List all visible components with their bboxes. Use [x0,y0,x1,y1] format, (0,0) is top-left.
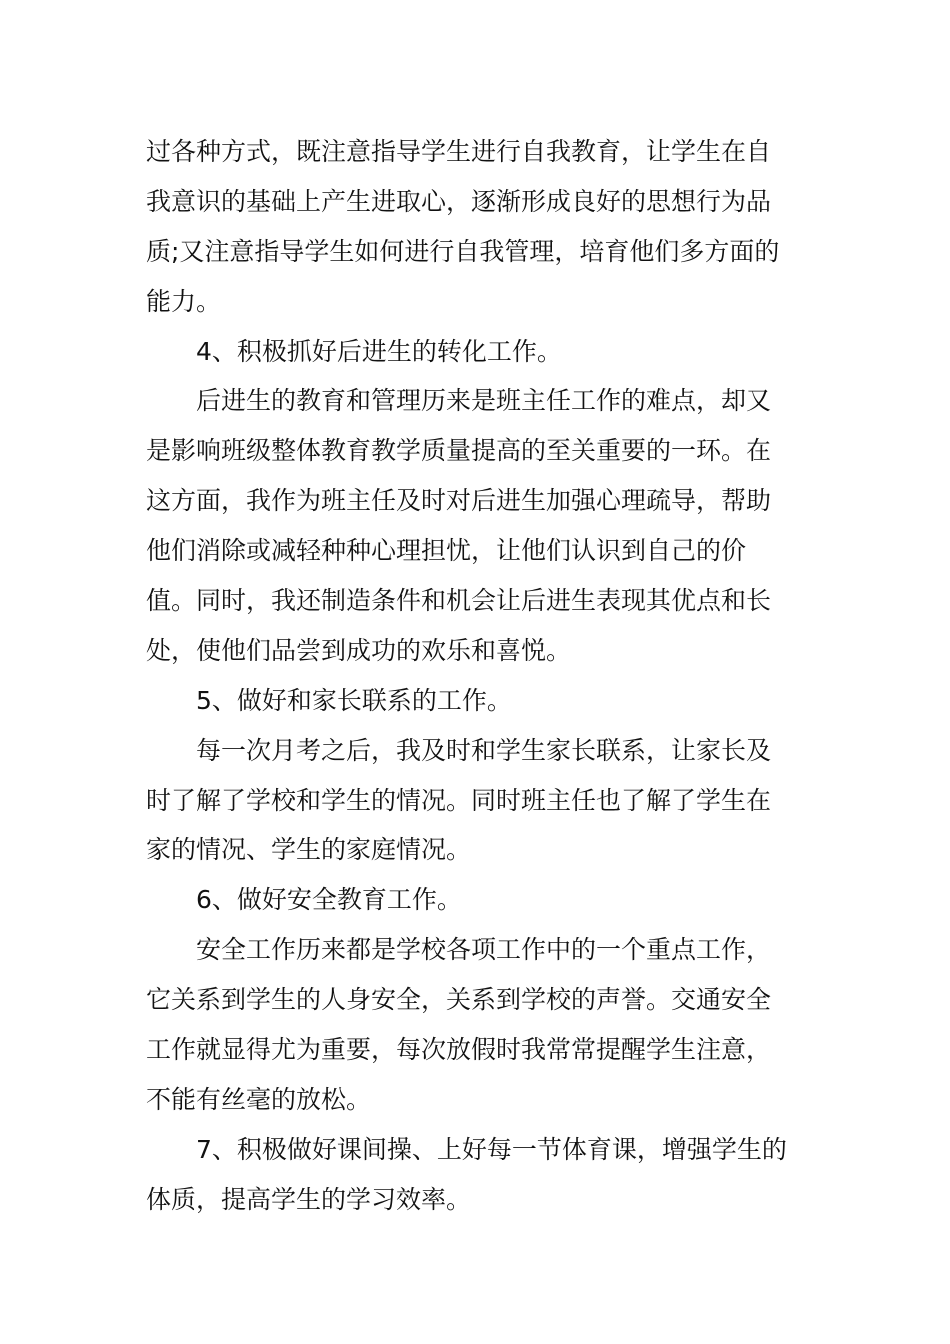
section-heading: 6、做好安全教育工作。 [196,885,462,915]
section-heading: 5、做好和家长联系的工作。 [196,685,512,715]
section-heading: 4、积极抓好后进生的转化工作。 [196,336,562,366]
section-heading: 7、积极做好课间操、上好每一节体育课，增强学生的 [196,1134,787,1164]
text-line: 我意识的基础上产生进取心，逐渐形成良好的思想行为品 [146,186,772,216]
text-line: 体质，提高学生的学习效率。 [146,1184,472,1214]
text-line: 能力。 [146,286,222,316]
text-line: 不能有丝毫的放松。 [146,1084,372,1114]
document-body [146,127,806,1225]
text-line: 是影响班级整体教育教学质量提高的至关重要的一环。在 [146,436,772,466]
text-line: 过各种方式，既注意指导学生进行自我教育，让学生在自 [146,137,772,166]
text-line: 这方面，我作为班主任及时对后进生加强心理疏导，帮助 [146,486,772,516]
text-line: 时了解了学校和学生的情况。同时班主任也了解了学生在 [146,785,772,815]
text-line: 家的情况、学生的家庭情况。 [146,835,472,865]
text-line: 安全工作历来都是学校各项工作中的一个重点工作， [196,935,772,965]
text-line: 工作就显得尤为重要，每次放假时我常常提醒学生注意， [146,1035,772,1065]
text-line: 他们消除或减轻种种心理担忧，让他们认识到自己的价 [146,536,747,566]
text-line: 处，使他们品尝到成功的欢乐和喜悦。 [146,635,572,665]
text-line: 值。同时，我还制造条件和机会让后进生表现其优点和长 [146,586,772,616]
text-line: 后进生的教育和管理历来是班主任工作的难点，却又 [196,386,772,416]
text-line: 它关系到学生的人身安全，关系到学校的声誉。交通安全 [146,985,772,1015]
text-line: 质;又注意指导学生如何进行自我管理，培育他们多方面的 [146,236,780,266]
text-line: 每一次月考之后，我及时和学生家长联系，让家长及 [196,735,772,765]
